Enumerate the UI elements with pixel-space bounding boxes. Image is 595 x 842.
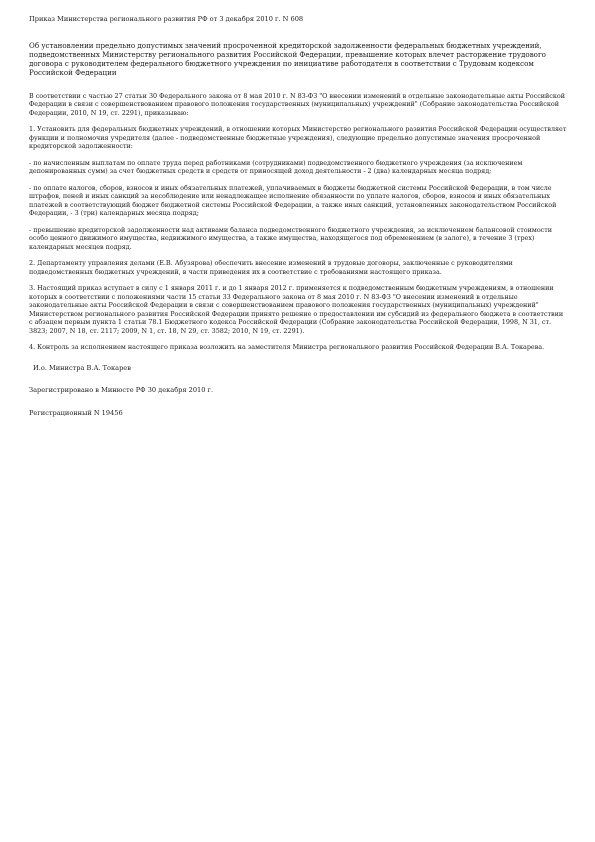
clause-2-paragraph: 2. Департаменту управления делами (Е.В. Абузярова) обеспечить внесение изменений в трудовые договоры, заключенные с руководителями подведомственных бюджетных учреждений, в части приведения их в соответствие с требованиями настоящего приказа.: [29, 259, 513, 276]
clause-1-item-taxes: - по оплате налогов, сборов, взносов и иных обязательных платежей, уплачиваемых в бюджеты бюджетной системы Российской Федерации, в том числе штрафов, пеней и иных санкций за несоблюдение или ненадлежащее исполнение обязанности по уплате налогов, сборов, взносов и иных обязательных платежей в соответствующий бюджет бюджетной системы Российской Федерации, а также иных санкций, установленных законодательством Российской Федерации, - 3 (три) календарных месяца подряд;: [29, 183, 557, 218]
clause-1-paragraph: 1. Установить для федеральных бюджетных учреждений, в отношении которых Министерство регионального развития Российской Федерации осуществляет функции и полномочия учредителя (далее - подведомственные бюджетные учреждения), следующие предельно допустимые значения просроченной кредиторской задолженности:: [29, 125, 567, 151]
clause-3-paragraph: 3. Настоящий приказ вступает в силу с 1 января 2011 г. и до 1 января 2012 г. применяется к подведомственным бюджетным учреждениям, в отношении которых в соответствии с положениями части 15 статьи 33 Федерального закона от 8 мая 2010 г. N 83-ФЗ "О внесении изменений в отдельные законодательные акты Российской Федерации в связи с совершенствованием правового положения государственных (муниципальных) учреждений" Министерством регионального развития Российской Федерации принято решение о предоставлении им субсидий из федерального бюджета в соответствии с абзацем первым пункта 1 статьи 78.1 Бюджетного кодекса Российской Федерации (Собрание законодательства Российской Федерации, 1998, N 31, ст. 3823; 2007, N 18, ст. 2117; 2009, N 1, ст. 18, N 29, ст. 3582; 2010, N 19, ст. 2291).: [29, 284, 564, 335]
registration-number: Регистрационный N 19456: [29, 408, 123, 417]
document-title: Приказ Министерства регионального развития РФ от 3 декабря 2010 г. N 608: [29, 15, 304, 23]
clause-4-paragraph: 4. Контроль за исполнением настоящего приказа возложить на заместителя Министра регионального развития Российской Федерации В.А. Токарева.: [29, 343, 545, 352]
clause-1-item-wages: - по начисленным выплатам по оплате труда перед работниками (сотрудниками) подведомственного бюджетного учреждения (за исключением депонированных сумм) за счет бюджетных средств и средств от приносящей доход деятельности - 2 (два) календарных месяца подряд;: [29, 158, 523, 176]
intro-paragraph: В соответствии с частью 27 статьи 30 Федерального закона от 8 мая 2010 г. N 83-ФЗ "О внесении изменений в отдельные законодательные акты Российской Федерации в связи с совершенствованием правового положения государственных (муниципальных) учреждений" (Собрание законодательства Российской Федерации, 2010, N 19, ст. 2291), приказываю:: [29, 91, 565, 117]
signature-line: И.о. Министра В.А. Токарев: [33, 363, 131, 372]
document-heading: Об установлении предельно допустимых значений просроченной кредиторской задолженности федеральных бюджетных учреждений, подведомственных Министерству регионального развития Российской Федерации, превышение которых влечет расторжение трудового договора с руководителем федерального бюджетного учреждения по инициативе работодателя в соответствии с Трудовым кодексом Российской Федерации: [29, 40, 546, 78]
clause-1-item-assets: - превышение кредиторской задолженности над активами баланса подведомственного бюджетного учреждения, за исключением балансовой стоимости особо ценного движимого имущества, недвижимого имущества, а также имущества, находящегося под обременением (в залоге), в течение 3 (трех) календарных месяцев подряд.: [29, 225, 553, 251]
registration-note: Зарегистрировано в Минюсте РФ 30 декабря 2010 г.: [29, 386, 214, 395]
document-page: [29, 15, 567, 418]
